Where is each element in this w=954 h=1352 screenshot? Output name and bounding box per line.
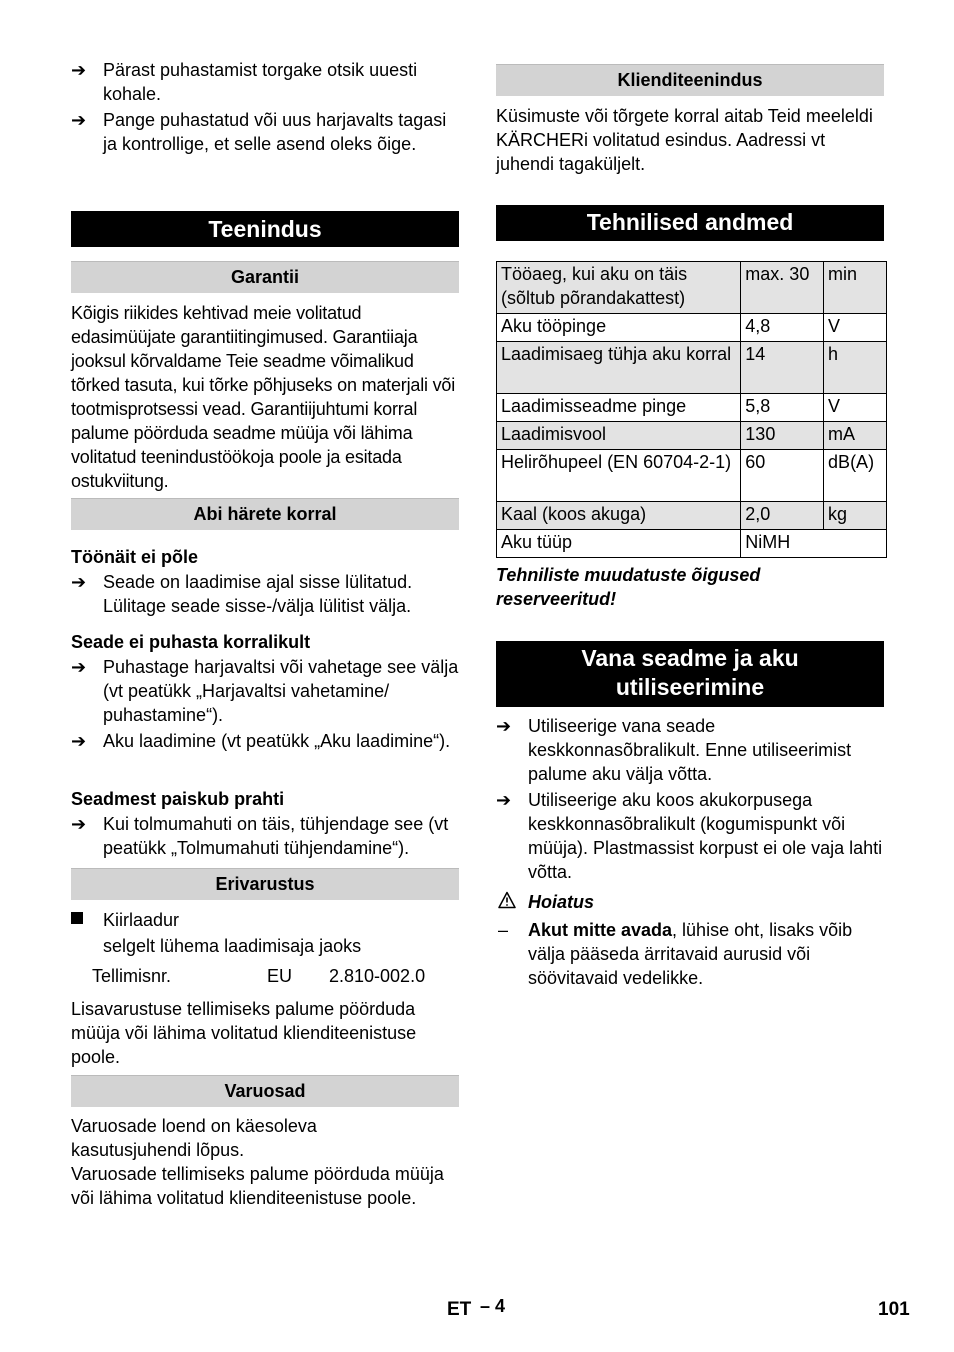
warning-rest-text: , lühise oht, lisaks võib välja pääseda ärritavaid aurusid või söövitavaid vedelikke. (528, 920, 853, 988)
arrow-icon: ➔ (71, 60, 87, 80)
table-row (497, 422, 887, 450)
spec-value: 2,0 (741, 502, 824, 530)
spec-value: 130 (741, 422, 824, 450)
subsection-title-varuosad: Varuosad (71, 1075, 459, 1107)
section-title-teenindus: Teenindus (71, 211, 459, 247)
arrow-icon: ➔ (496, 716, 512, 736)
fault-title: Seadmest paiskub prahti (71, 789, 285, 809)
disposal-title-line: Vana seadme ja aku (581, 645, 799, 671)
accessory-description: selgelt lühema laadimisaja jaoks (103, 936, 362, 956)
dash-bullet: – (498, 920, 509, 940)
table-row (497, 342, 887, 394)
list-item (496, 788, 884, 884)
spec-label: Laadimisaeg tühja aku korral (497, 342, 741, 394)
fault-title: Töönäit ei põle (71, 547, 199, 567)
list-item (496, 714, 884, 786)
spec-unit: dB(A) (824, 450, 887, 502)
varuosad-paragraph-1: Varuosade loend on käesoleva kasutusjuhendi lõpus. (71, 1116, 317, 1160)
table-row (497, 314, 887, 342)
list-item (71, 108, 459, 156)
list-item (71, 58, 459, 106)
list-item-text: Aku laadimine (vt peatükk „Aku laadimine“). (103, 731, 451, 751)
list-item-text: Seade on laadimise ajal sisse lülitatud. Lülitage seade sisse-/välja lülitist välja. (103, 572, 413, 616)
accessory-name: Kiirlaadur (103, 910, 180, 930)
section-title-disposal (496, 641, 884, 707)
disposal-title-line: utiliseerimine (615, 674, 765, 700)
spec-label: Helirõhupeel (EN 60704-2-1) (497, 450, 741, 502)
list-item-text: Puhastage harjavaltsi või vahetage see välja (vt peatükk „Harjavaltsi vahetamine/ puhastamine“). (103, 657, 459, 725)
order-region: EU (267, 966, 293, 986)
subsection-title-abi: Abi härete korral (71, 498, 459, 530)
list-item-text: Pärast puhastamist torgake otsik uuesti kohale. (103, 60, 418, 104)
spec-value: NiMH (741, 530, 887, 558)
warning-bold-text: Akut mitte avada (528, 920, 673, 940)
spec-unit: kg (824, 502, 887, 530)
order-number: 2.810-002.0 (329, 966, 426, 986)
spec-unit: V (824, 394, 887, 422)
spec-label: Tööaeg, kui aku on täis (sõltub põrandakattest) (497, 262, 741, 314)
list-item-text: Kui tolmumahuti on täis, tühjendage see (vt peatükk „Tolmumahuti tühjendamine“). (103, 814, 449, 858)
fault-title: Seade ei puhasta korralikult (71, 632, 311, 652)
spec-label: Laadimisvool (497, 422, 741, 450)
spec-value: 4,8 (741, 314, 824, 342)
arrow-icon: ➔ (71, 731, 87, 751)
subsection-title-klienditeenindus: Klienditeenindus (496, 64, 884, 96)
spec-unit: V (824, 314, 887, 342)
list-item-text: Pange puhastatud või uus harjavalts tagasi ja kontrollige, et selle asend oleks õige. (103, 110, 447, 154)
footer-local-page: – 4 (480, 1296, 506, 1316)
tech-note: Tehniliste muudatuste õigused reserveeritud! (496, 565, 761, 609)
page-number: 101 (878, 1299, 910, 1320)
garantii-paragraph: Kõigis riikides kehtivad meie volitatud edasimüüjate garantiitingimused. Garantiiaja jooksul kõrvaldame Teie seadme võimalikud tõrked tasuta, kui tõrke põhjuseks on materjali või tootmisprotsessi vead. Garantiijuhtumi korral palume pöörduda seadme müüja või lähima volitatud teenindustöökoja poole ja esitada ostukviitung. (71, 303, 455, 491)
spec-label: Laadimisseadme pinge (497, 394, 741, 422)
varuosad-paragraph-2: Varuosade tellimiseks palume pöörduda müüja või lähima volitatud klienditeenistuse poole. (71, 1164, 444, 1208)
square-bullet-icon (71, 912, 83, 924)
table-row (497, 530, 887, 558)
list-item (71, 812, 459, 860)
order-label: Tellimisnr. (92, 966, 172, 986)
spec-label: Aku tööpinge (497, 314, 741, 342)
list-item-text: Utiliseerige aku koos akukorpusega keskkonnasõbralikult (kogumispunkt või müüja). Plastmassist korpust ei ole vaja lahti võtta. (528, 790, 883, 882)
klienditeenindus-paragraph: Küsimuste või tõrgete korral aitab Teid meeleldi KÄRCHERi volitatud esindus. Aadressi vt juhendi tagaküljelt. (496, 106, 873, 174)
spec-label: Aku tüüp (497, 530, 741, 558)
arrow-icon: ➔ (496, 790, 512, 810)
warning-triangle-icon (498, 891, 516, 909)
spec-value: 5,8 (741, 394, 824, 422)
subsection-title-erivarustus: Erivarustus (71, 868, 459, 900)
arrow-icon: ➔ (71, 657, 87, 677)
table-row (497, 502, 887, 530)
spec-unit: h (824, 342, 887, 394)
spec-value: max. 30 (741, 262, 824, 314)
spec-unit: min (824, 262, 887, 314)
warning-text (528, 918, 884, 990)
arrow-icon: ➔ (71, 572, 87, 592)
tech-specs-table (496, 261, 887, 558)
arrow-icon: ➔ (71, 814, 87, 834)
spec-value: 14 (741, 342, 824, 394)
subsection-title-garantii: Garantii (71, 261, 459, 293)
table-row (497, 262, 887, 314)
list-item (71, 655, 459, 727)
footer-language: ET (447, 1299, 472, 1320)
list-item (71, 570, 459, 618)
section-title-tehnilised-andmed: Tehnilised andmed (496, 205, 884, 241)
spec-label: Kaal (koos akuga) (497, 502, 741, 530)
spec-unit: mA (824, 422, 887, 450)
table-row (497, 394, 887, 422)
warning-label: Hoiatus (528, 892, 595, 912)
arrow-icon: ➔ (71, 110, 87, 130)
list-item-text: Utiliseerige vana seade keskkonnasõbralikult. Enne utiliseerimist palume aku välja võtta. (528, 716, 852, 784)
list-item (71, 729, 459, 753)
erivarustus-paragraph: Lisavarustuse tellimiseks palume pöörduda müüja või lähima volitatud klienditeenistuse poole. (71, 999, 417, 1067)
spec-value: 60 (741, 450, 824, 502)
table-row (497, 450, 887, 502)
